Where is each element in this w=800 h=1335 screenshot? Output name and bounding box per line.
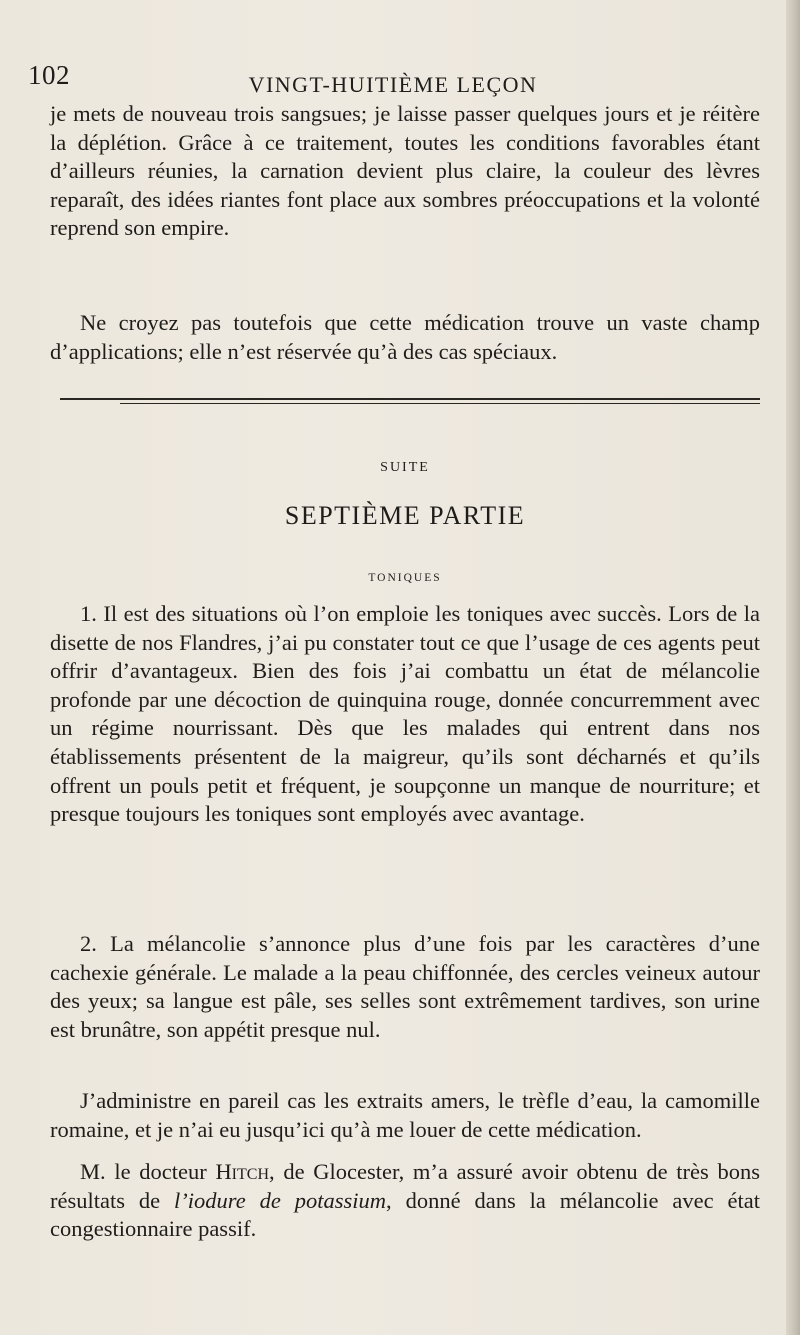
paragraph-text [50, 1158, 760, 1244]
divider-line-thick [60, 398, 760, 400]
paragraph-3 [50, 1087, 760, 1144]
paragraph-text: 1. Il est des situations où l’on emploie les toniques avec succès. Lors de la disette de nos Flandres, j’ai pu constater tout ce que l’usage de ces agents peut offrir d’avantageux. Bien des fois j’ai combattu un état de mélancolie profonde par une décoction de quinquina rouge, donnée concurremment avec un régime nourrissant. Dès que les malades qui entrent dans nos établissements présentent de la maigreur, qu’ils sont décharnés et qu’ils offrent un pouls petit et fréquent, je soupçonne un manque de nourriture; et presque toujours les toniques sont employés avec avantage. [50, 601, 760, 827]
top-paragraph-2 [50, 309, 760, 366]
page-edge-shadow [786, 0, 800, 1335]
author-name: Hitch [215, 1159, 270, 1184]
paragraph-1 [50, 600, 760, 829]
paragraph-2 [50, 930, 760, 1044]
section-title: SEPTIÈME PARTIE [284, 501, 526, 530]
divider-line-thin [120, 403, 760, 404]
text-run: , donné dans la mélancolie avec état congestionnaire passif. [50, 1187, 760, 1242]
text-run: , de Glocester, m’a assuré avoir obtenu de très bons résultats de [50, 1159, 760, 1213]
section-divider [60, 398, 760, 408]
paragraph-4 [50, 1158, 760, 1244]
paragraph-text: J’administre en pareil cas les extraits amers, le trèfle d’eau, la camomille romaine, et je n’ai eu jusqu’ici qu’à me louer de cette médication. [50, 1088, 760, 1142]
paragraph-text: je mets de nouveau trois sangsues; je laisse passer quelques jours et je réitère la déplétion. Grâce à ce traitement, toutes les conditions favorables étant d’ailleurs réunies, la carnation devient plus claire, la couleur des lèvres reparaît, des idées riantes font place aux sombres préoccupations et la volonté reprend son empire. [50, 101, 760, 241]
page-number: 102 [28, 60, 70, 90]
section-subtitle: TONIQUES [368, 572, 442, 584]
top-paragraph [50, 100, 760, 243]
paragraph-text: Ne croyez pas toutefois que cette médication trouve un vaste champ d’applications; elle n’est réservée qu’à des cas spéciaux. [50, 310, 760, 364]
paragraph-text: 2. La mélancolie s’annonce plus d’une fois par les caractères d’une cachexie générale. Le malade a la peau chiffonnée, des cercles veineux autour des yeux; sa langue est pâle, ses selles sont extrêmement tardives, son urine est brunâtre, son appétit presque nul. [50, 931, 760, 1042]
text-run: M. le docteur [80, 1159, 216, 1184]
running-head: VINGT-HUITIÈME LEÇON [248, 72, 538, 97]
section-kicker: SUITE [380, 460, 430, 475]
drug-name: l’iodure de potassium [174, 1187, 387, 1213]
